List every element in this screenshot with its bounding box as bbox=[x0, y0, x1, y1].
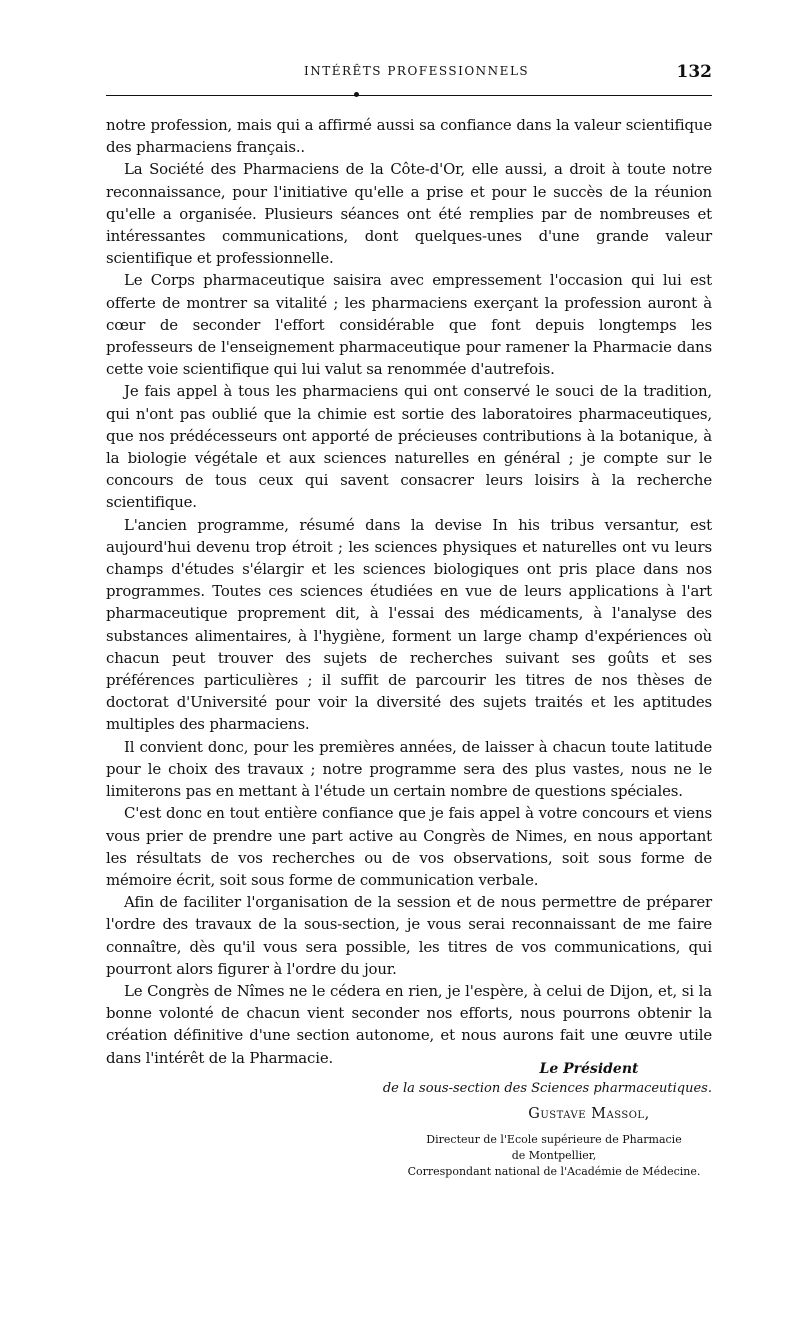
paragraph: Il convient donc, pour les premières années, de laisser à chacun toute latitude pour le choix des travaux ; notre programme sera des plus vastes, nous ne le limiterons pas en mettant à l'étude un certain nombre de questions spéciales. bbox=[106, 737, 712, 801]
page-header bbox=[106, 62, 712, 84]
signature-affiliation-2: de Montpellier, bbox=[511, 1149, 597, 1162]
header-rule bbox=[106, 95, 712, 96]
page-number: 132 bbox=[676, 62, 712, 82]
paragraph: notre profession, mais qui a affirmé aussi sa confiance dans la valeur scientifique des pharmaciens français.. bbox=[106, 116, 712, 157]
paragraph: Le Congrès de Nîmes ne le cédera en rien, je l'espère, à celui de Dijon, et, si la bonne volonté de chacun vient seconder nos efforts, nous pourrons obtenir la création définitive d'une section autonome, et nous aurons fait une œuvre utile dans l'intérêt de la Pharmacie. bbox=[106, 981, 712, 1067]
running-title: INTÉRÊTS PROFESSIONNELS bbox=[304, 64, 530, 78]
signature-section: de la sous-section des Sciences pharmaceutiques. bbox=[382, 1081, 712, 1096]
paragraph: L'ancien programme, résumé dans la devise In his tribus versantur, est aujourd'hui devenu trop étroit ; les sciences physiques et naturelles ont vu leurs champs d'études s'élargir et les sciences biologiques ont pris place dans nos programmes. Toutes ces sciences étudiées en vue de leurs applications à l'art pharmaceutique proprement dit, à l'essai des médicaments, à l'analyse des substances alimentaires, à l'hygiène, forment un large champ d'expériences où chacun peut trouver des sujets de recherches suivant ses goûts et ses préférences particulières ; il suffit de parcourir les titres de nos thèses de doctorat d'Université pour voir la diversité des sujets traités et les aptitudes multiples des pharmaciens. bbox=[106, 515, 712, 734]
signature-name: Gustave Massol, bbox=[528, 1106, 650, 1122]
signature-affiliation-3: Correspondant national de l'Académie de Médecine. bbox=[407, 1165, 701, 1178]
paragraph: La Société des Pharmaciens de la Côte-d'Or, elle aussi, a droit à toute notre reconnaissance, pour l'initiative qu'elle a prise et pour le succès de la réunion qu'elle a organisée. Plusieurs séances ont été remplies par de nombreuses et intéressantes communications, dont quelques-unes d'une grande valeur scientifique et professionnelle. bbox=[106, 160, 712, 268]
paragraph: C'est donc en tout entière confiance que je fais appel à votre concours et viens vous prier de prendre une part active au Congrès de Nimes, en nous apportant les résultats de vos recherches ou de vos observations, soit sous forme de mémoire écrit, soit sous forme de communication verbale. bbox=[106, 804, 712, 889]
paragraph: Afin de faciliter l'organisation de la session et de nous permettre de préparer l'ordre des travaux de la sous-section, je vous serai reconnaissant de me faire connaître, dès qu'il vous sera possible, les titres de vos communications, qui pourront alors figurer à l'ordre du jour. bbox=[106, 893, 712, 978]
rule-ornament bbox=[354, 92, 359, 97]
body-text bbox=[106, 114, 712, 1069]
signature-title: Le Président bbox=[539, 1061, 639, 1077]
paragraph: Le Corps pharmaceutique saisira avec empressement l'occasion qui lui est offerte de montrer sa vitalité ; les pharmaciens exerçant la profession auront à cœur de seconder l'effort considérable que font depuis longtemps les professeurs de l'enseignement pharmaceutique pour ramener la Pharmacie dans cette voie scientifique qui lui valut sa renommée d'autrefois. bbox=[106, 271, 712, 379]
signature-affiliation-1: Directeur de l'Ecole supérieure de Pharmacie bbox=[426, 1133, 682, 1146]
paragraph: Je fais appel à tous les pharmaciens qui ont conservé le souci de la tradition, qui n'ont pas oublié que la chimie est sortie des laboratoires pharmaceutiques, que nos prédécesseurs ont apporté de précieuses contributions à la botanique, à la biologie végétale et aux sciences naturelles en général ; je compte sur le concours de tous ceux qui savent consacrer leurs loisirs à la recherche scientifique. bbox=[106, 382, 712, 512]
